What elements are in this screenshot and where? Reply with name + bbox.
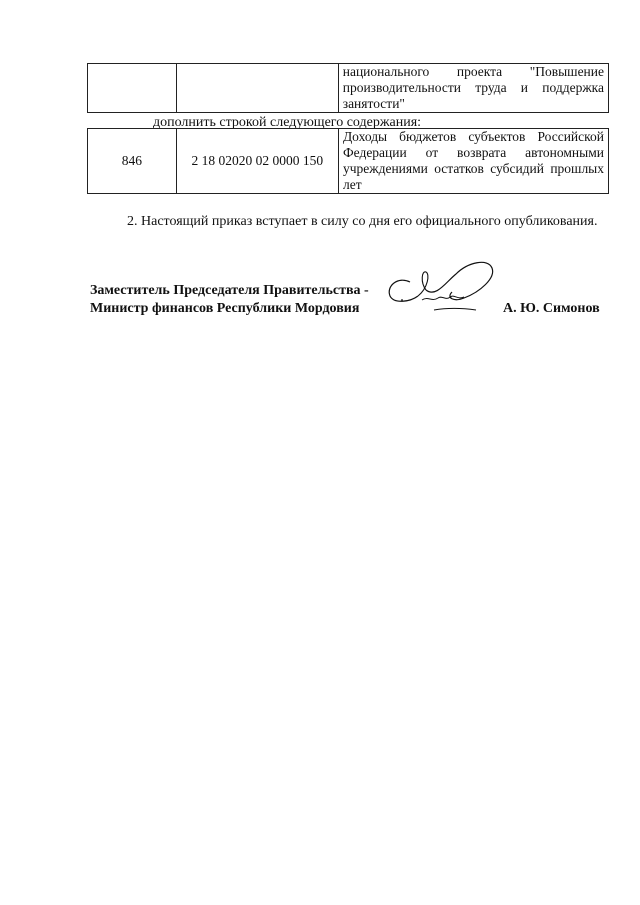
signatory-position-line2: Министр финансов Республики Мордовия: [90, 301, 360, 316]
table-new-row: [87, 128, 609, 194]
table-cell-description: Доходы бюджетов субъектов Российской Федерации от возврата автономными учреждениями остатков субсидий прошлых лет: [338, 129, 608, 194]
handwritten-signature: [380, 252, 500, 314]
table-cell-kbk: [176, 64, 338, 113]
table-row: [88, 64, 609, 113]
table-cell-code: 846: [88, 129, 177, 194]
table-cell-code: [88, 64, 177, 113]
clause-paragraph: 2. Настоящий приказ вступает в силу со дня его официального опубликования.: [127, 214, 598, 229]
signatory-position-line1: Заместитель Председателя Правительства -: [90, 283, 369, 298]
table-previous-row: [87, 63, 609, 113]
table-cell-description: национального проекта "Повышение производительности труда и поддержка занятости": [338, 64, 608, 113]
intro-text: дополнить строкой следующего содержания:: [153, 115, 422, 130]
table-cell-kbk: 2 18 02020 02 0000 150: [176, 129, 338, 194]
table-row: [88, 129, 609, 194]
signatory-name: А. Ю. Симонов: [503, 301, 600, 316]
